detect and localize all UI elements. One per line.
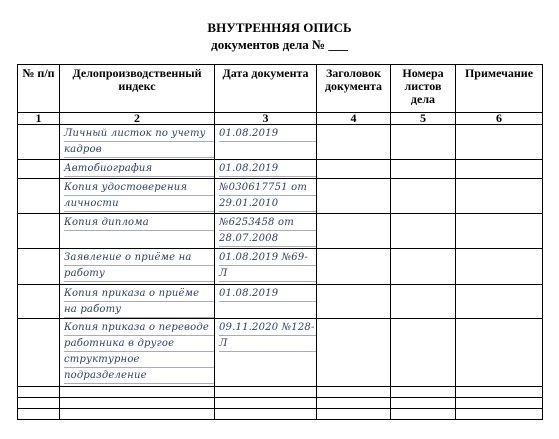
page-title: ВНУТРЕННЯЯ ОПИСЬ — [207, 20, 352, 35]
column-number: 5 — [391, 113, 456, 125]
document-date-cell: 09.11.2020 №128-Л — [219, 320, 316, 352]
document-name-cell: Копия приказа о приёме на работу — [64, 286, 214, 318]
table-row — [18, 214, 543, 249]
table-row — [18, 249, 543, 285]
table-row — [18, 160, 543, 179]
table-row-empty — [18, 398, 543, 409]
document-date-cell: №030617751 от 29.01.2010 — [219, 180, 316, 212]
document-name-cell: Копия диплома — [64, 215, 214, 231]
column-header-number: № п/п — [18, 65, 60, 113]
column-header-title: Заголовок документа — [317, 65, 391, 113]
inventory-table — [17, 64, 543, 420]
table-row — [18, 285, 543, 319]
document-date-cell: 01.08.2019 №69-Л — [219, 250, 316, 282]
table-header-row — [18, 65, 543, 113]
document-name-cell: Копия приказа о переводе работника в другое структурное подразделение — [64, 320, 214, 384]
column-header-index: Делопроизводственный индекс — [60, 65, 215, 113]
table-row — [18, 125, 543, 160]
document-name-cell: Копия удостоверения личности — [64, 180, 214, 212]
column-number: 4 — [317, 113, 391, 125]
document-name-cell: Автобиография — [64, 161, 214, 177]
column-header-date: Дата документа — [215, 65, 317, 113]
document-date-cell: 01.08.2019 — [219, 161, 316, 177]
table-row-empty — [18, 409, 543, 420]
document-date-cell: №6253458 от 28.07.2008 — [219, 215, 316, 247]
column-number: 2 — [60, 113, 215, 125]
table-row — [18, 179, 543, 214]
table-row-empty — [18, 387, 543, 398]
table-row — [18, 319, 543, 387]
document-name-cell: Личный листок по учету кадров — [64, 126, 214, 158]
document-date-cell: 01.08.2019 — [219, 126, 316, 142]
page-subtitle: документов дела № ___ — [211, 37, 348, 52]
document-date-cell: 01.08.2019 — [219, 286, 316, 302]
column-numbers-row — [18, 113, 543, 125]
document-name-cell: Заявление о приёме на работу — [64, 250, 214, 282]
column-header-sheets: Номера листов дела — [391, 65, 456, 113]
column-number: 6 — [456, 113, 543, 125]
column-number: 3 — [215, 113, 317, 125]
column-header-note: Примечание — [456, 65, 543, 113]
column-number: 1 — [18, 113, 60, 125]
